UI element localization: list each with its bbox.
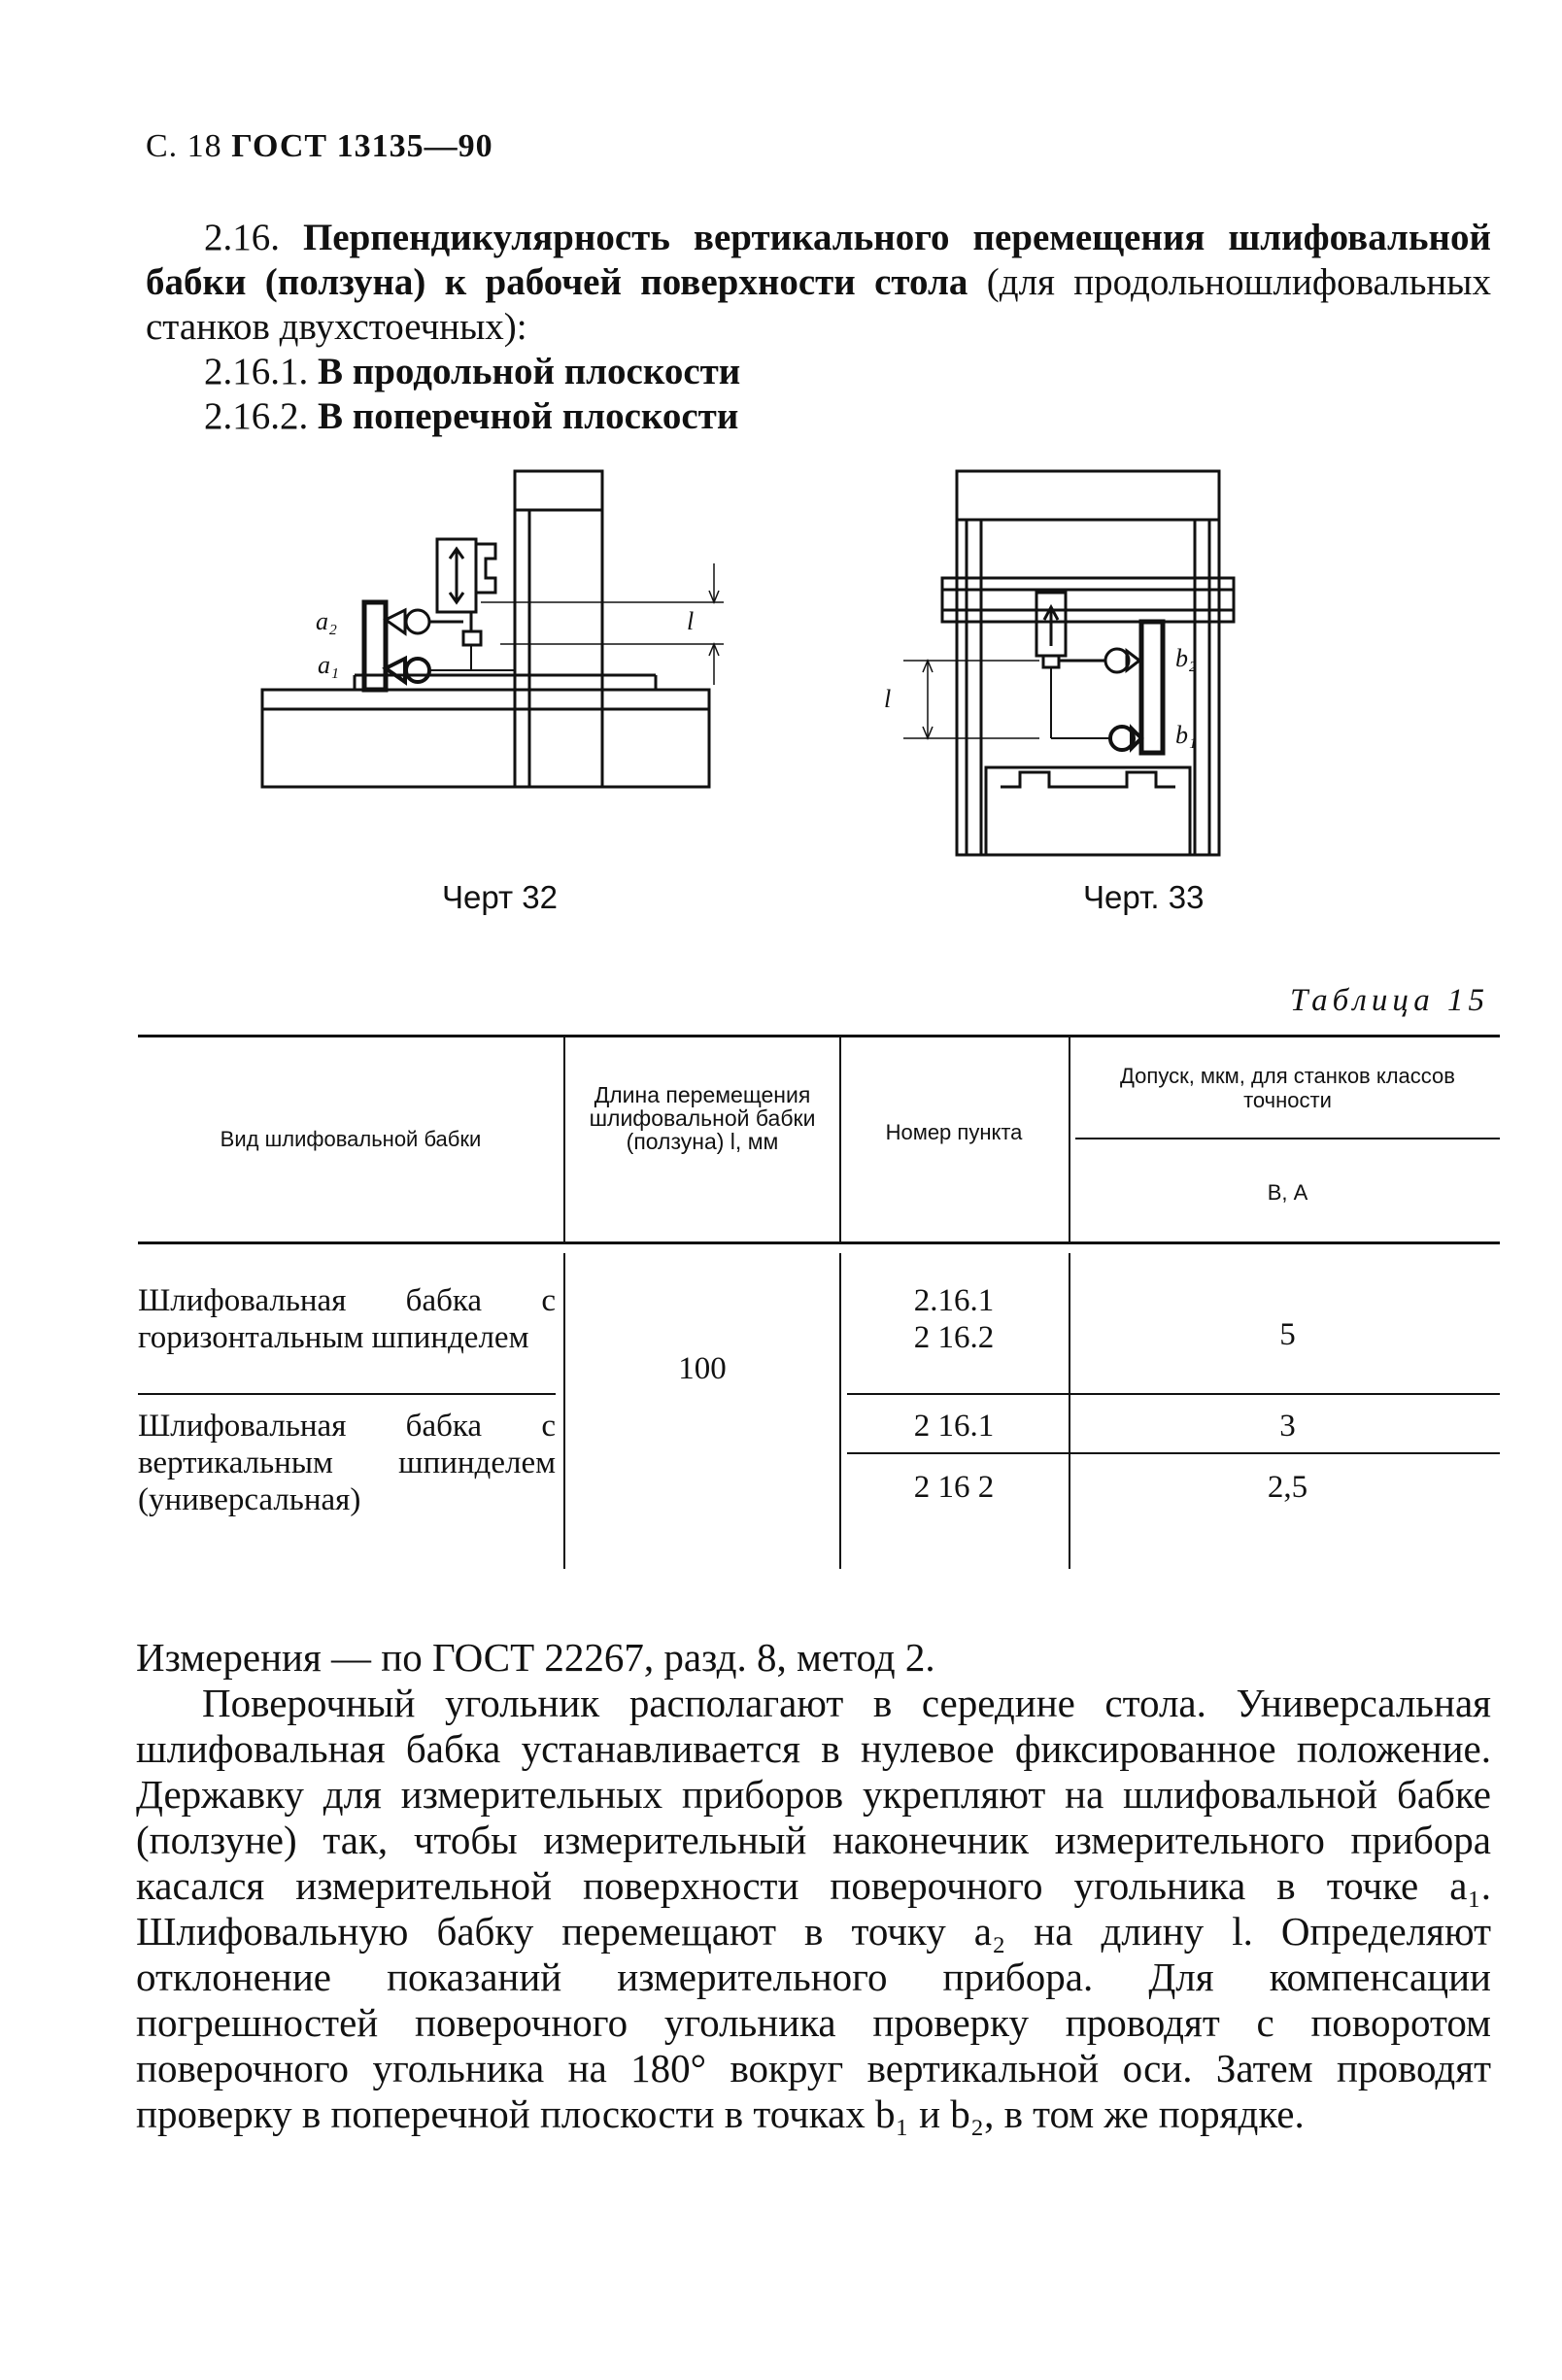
caption-fig-33: Черт. 33 [1083,879,1205,915]
figure-33 [845,466,1370,860]
page-number: С. 18 [146,128,222,164]
row2-item-b: 2 16 2 [913,1470,995,1505]
row1-items: 2.16.1 2 16.2 [913,1283,995,1355]
section-heading [146,216,1491,350]
row2-type: Шлифовальная бабка с вертикальным шпинделем (универсальная) [138,1409,556,1517]
label-a2: a₂ [316,607,338,635]
length-value: 100 [678,1351,727,1386]
measurement-ref: Измерения — по ГОСТ 22267, разд. 8, метод 2. [136,1635,935,1680]
page-header [146,128,493,165]
body-text [136,1635,1491,2137]
procedure-paragraph: Поверочный угольник располагают в середине стола. Универсальная шлифовальная бабка устанавливается в нулевое фиксированное положение. Державку для измерительных приборов укрепляют на шлифовальной бабке (ползуне) так, чтобы измерительный наконечник измерительного прибора касался измерительной поверхности поверочного угольника в точке a₁. Шлифовальную бабку перемещают в точку a₂ на длину l. Определяют отклонение показаний измерительного прибора. Для компенсации погрешностей поверочного угольника проверку проводят с поворотом поверочного угольника на 180° вокруг вертикальной оси. Затем проводят проверку в поперечной плоскости в точках b₁ и b₂, в том же порядке. [136,1681,1491,2136]
header-class: В, А [1267,1180,1308,1205]
row2-item-a: 2 16.1 [913,1409,995,1444]
row1-tolerance: 5 [1279,1317,1296,1352]
label-b1: b₁ [1175,721,1198,749]
label-b2: b₂ [1175,644,1198,672]
section-title-rest: (для продольношлифовальных станков двухстоечных): [146,261,1492,348]
table-15 [138,1035,1500,1569]
row2-tol-a: 3 [1279,1409,1296,1444]
standard-title: ГОСТ 13135—90 [231,128,493,164]
table-head-rule [138,1241,1500,1244]
row1-type: Шлифовальная бабка с горизонтальным шпинделем [138,1283,556,1355]
section-number: 2.16. [204,217,280,258]
label-l: l [687,607,695,635]
header-item: Номер пункта [885,1120,1023,1144]
header-tolerance: Допуск, мкм, для станков классов точности [1120,1064,1455,1112]
row2-tol-b: 2,5 [1267,1470,1308,1505]
subsection-2-16-2: 2.16.2. В поперечной плоскости [204,395,739,437]
subsection-2-16-1: 2.16.1. В продольной плоскости [204,351,741,392]
header-length: Длина перемещения шлифовальной бабки (ползуна) l, мм [589,1082,816,1154]
figure-32 [257,466,743,797]
caption-fig-32: Черт 32 [442,879,558,915]
section-2-16 [146,216,1491,439]
table-caption: Таблица 15 [1290,983,1489,1018]
table-top-rule [138,1035,1500,1037]
header-type: Вид шлифовальной бабки [220,1127,482,1151]
label-a1: a₁ [318,651,340,679]
label-l-33: l [884,685,892,713]
section-title-bold: Перпендикулярность вертикального перемещения шлифовальной бабки (ползуна) к рабочей поверхности стола [146,217,1491,303]
